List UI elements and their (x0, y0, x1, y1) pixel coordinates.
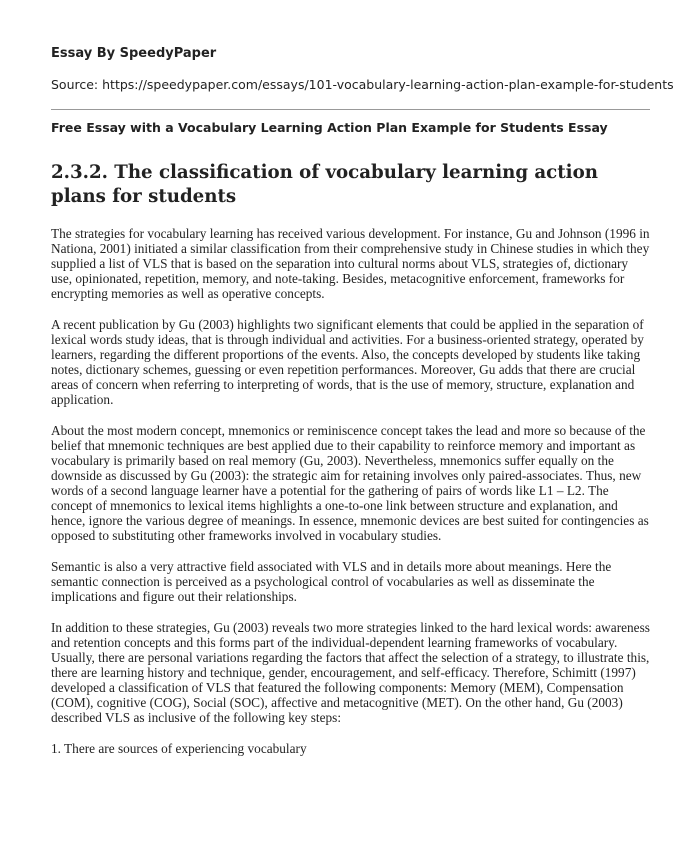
essay-title: Free Essay with a Vocabulary Learning Action Plan Example for Students Essay (51, 120, 608, 135)
paragraph: Semantic is also a very attractive field associated with VLS and in details more about meanings. Here the semantic connection is perceived as a psychological control of vocabularies as well as disseminate the implications and figure out their relationships. (51, 559, 612, 604)
paragraph: In addition to these strategies, Gu (2003) reveals two more strategies linked to the hard lexical words: awareness and retention concepts and this forms part of the individual-dependent learning frameworks of vocabulary. Usually, there are personal variations regarding the factors that affect the selection of a strategy, to illustrate this, there are learning history and technique, gender, encouragement, and self-efficacy. Therefore, Schimitt (1997) developed a classification of VLS that featured the following components: Memory (MEM), Compensation (COM), cognitive (COG), Social (SOC), affective and metacognitive (MET). On the other hand, Gu (2003) described VLS as inclusive of the following key steps: (51, 620, 650, 725)
site-label: Essay By SpeedyPaper (51, 46, 217, 61)
paragraph: A recent publication by Gu (2003) highlights two significant elements that could be applied in the separation of lexical words study ideas, that is through individual and activities. For a business-oriented strategy, operated by learners, regarding the different proportions of the events. Also, the concepts developed by students like taking notes, dictionary schemes, guessing or even repetition performances. Moreover, Gu adds that there are crucial areas of concern when referring to interpreting of words, that is the use of memory, structure, explanation and application. (51, 317, 644, 407)
paragraph: About the most modern concept, mnemonics or reminiscence concept takes the lead and more so because of the belief that mnemonic techniques are best applied due to their capability to reinforce memory and important as vocabulary is primarily based on real memory (Gu, 2003). Nevertheless, mnemonics suffer equally on the downside as discussed by Gu (2003): the strategic aim for retaining involves only paired-associates. Thus, new words of a second language learner have a potential for the gathering of pairs of words like L1 – L2. The concept of mnemonics to lexical items highlights a one-to-one link between structure and explanation, and hence, ignore the various degree of meanings. In essence, mnemonic devices are best suited for contingencies as opposed to substituting other frameworks involved in vocabulary studies. (51, 423, 649, 543)
header-divider (51, 109, 650, 110)
essay-body (51, 226, 650, 756)
section-heading: 2.3.2. The classification of vocabulary learning action plans for students (51, 162, 598, 207)
paragraph: The strategies for vocabulary learning has received various development. For instance, Gu and Johnson (1996 in Nationa, 2001) initiated a similar classification from their comprehensive study in Chinese studies in which they supplied a list of VLS that is based on the separation into cultural norms about VLS, strategies of, dictionary use, opinionated, repetition, memory, and note-taking. Besides, metacognitive enforcement, frameworks for encrypting memories as well as operative concepts. (51, 226, 650, 301)
source-line: Source: https://speedypaper.com/essays/101-vocabulary-learning-action-plan-example-for-students (51, 77, 674, 92)
list-item: 1. There are sources of experiencing vocabulary (51, 741, 307, 756)
